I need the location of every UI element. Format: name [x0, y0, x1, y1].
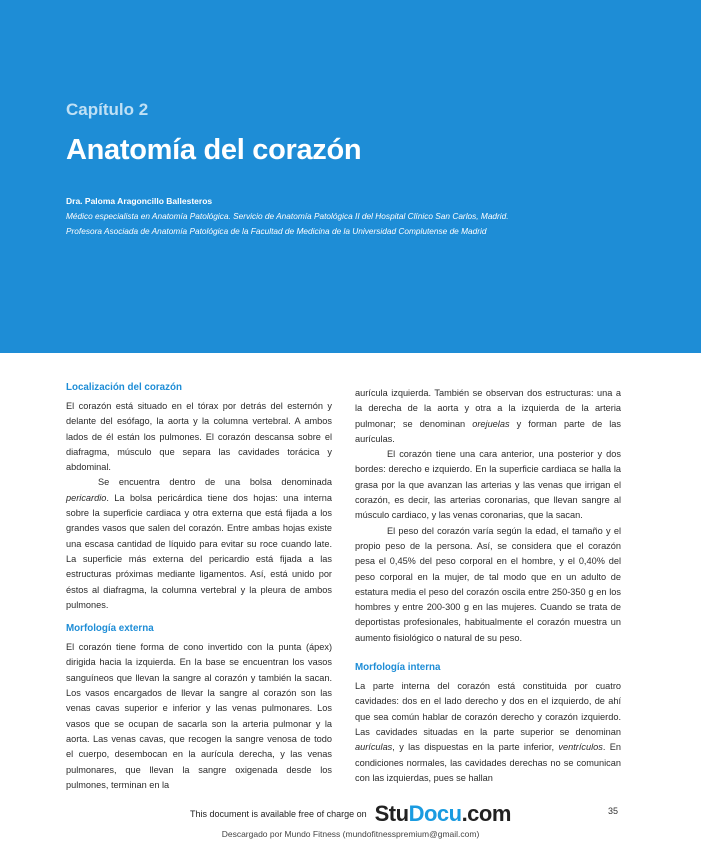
paragraph: El corazón está situado en el tórax por detrás del esternón y delante del esófago, la aorta y la columna vertebral. A ambos lados de él están los pulmones. El corazón descansa sobre el diafragma, músculo que separa las cavidades torácica y abdominal.: [66, 401, 332, 473]
paragraph: aurícula izquierda. También se observan dos estructuras: una a la derecha de la aorta y otra a la izquierda de la arteria pulmonar; se denominan orejuelas y forman parte de las aurículas.: [355, 388, 622, 444]
author-affiliation-1: Médico especialista en Anatomía Patológica. Servicio de Anatomía Patológica II del Hospital Clínico San Carlos, Madrid.: [66, 211, 509, 221]
studocu-banner[interactable]: [190, 803, 511, 825]
right-column: [355, 386, 621, 786]
paragraph: Se encuentra dentro de una bolsa denominada pericardio. La bolsa pericárdica tiene dos hojas: una interna sobre la superficie cardiaca y otra externa que está fijada a los grandes vasos que salen del corazón. Entre ambas hojas existe una escasa cantidad de líquido para evitar su roce cuando late. La superficie más externa del pericardio está fijada a las estructuras próximas mediante ligamentos. Así, está unido por éstos al diafragma, la columna vertebral y la pleura de ambos pulmones.: [66, 477, 332, 610]
paragraph: La parte interna del corazón está constituida por cuatro cavidades: dos en el lado derecho y dos en el izquierdo, de ahí que sea común hablar de corazón derecho y corazón izquierdo. Las cavidades situadas en la parte superior se denominan aurículas, y las dispuestas en la parte inferior, ventrículos. En condiciones normales, las cavidades derechas no se comunican con las izquierdas, pues se hallan: [355, 681, 621, 783]
chapter-header-band: [0, 0, 701, 353]
chapter-label: Capítulo 2: [66, 100, 149, 119]
section-heading-morfologia-interna: Morfología interna: [355, 662, 441, 674]
page-number: 35: [608, 806, 619, 816]
left-column: [66, 380, 332, 793]
author-affiliation-2: Profesora Asociada de Anatomía Patológica de la Facultad de Medicina de la Universidad Complutense de Madrid: [66, 226, 487, 236]
author-name: Dra. Paloma Aragoncillo Ballesteros: [66, 196, 213, 206]
section-heading-morfologia-externa: Morfología externa: [66, 623, 154, 635]
paragraph: El corazón tiene forma de cono invertido con la punta (ápex) dirigida hacia la izquierda. En la base se encuentran los vasos sanguíneos que llevan la sangre al corazón y también la sacan. Los vasos encargados de llevar la sangre al corazón son las venas cavas superior e inferior y las venas pulmonares. Los vasos que se ocupan de sacarla son la arteria pulmonar y la aorta. Las venas cavas, que recogen la sangre venosa de todo el cuerpo, desembocan en la aurícula derecha, y las venas pulmonares, que llevan la sangre oxigenada desde los pulmones, terminan en la: [66, 642, 332, 790]
chapter-title: Anatomía del corazón: [66, 134, 362, 166]
banner-text: This document is available free of charge on: [190, 809, 367, 819]
studocu-logo[interactable]: StuDocu.com: [374, 801, 511, 826]
download-note: Descargado por Mundo Fitness (mundofitnesspremium@gmail.com): [221, 829, 480, 839]
section-heading-localizacion: Localización del corazón: [66, 382, 182, 393]
paragraph: El peso del corazón varía según la edad, el tamaño y el propio peso de la persona. Así, se considera que el corazón pesa el 0,45% del peso corporal en el hombre, y el 0,40% del peso corporal en la mujer, de tal modo que en un adulto de estatura media el peso del corazón oscila entre 250-350 g en los hombres y entre 200-300 g en las mujeres. Cuando se trata de deportistas profesionales, habitualmente el corazón muestra un aumento fisiológico o natural de su peso.: [355, 525, 621, 643]
paragraph: El corazón tiene una cara anterior, una posterior y dos bordes: derecho e izquierdo. En la superficie cardiaca se halla la grasa por la que avanzan las arterias y las venas que irrigan el corazón, es decir, las arterias coronarias, que llevan sangre al músculo cardiaco, y las venas coronarias, que la sacan.: [355, 449, 621, 521]
